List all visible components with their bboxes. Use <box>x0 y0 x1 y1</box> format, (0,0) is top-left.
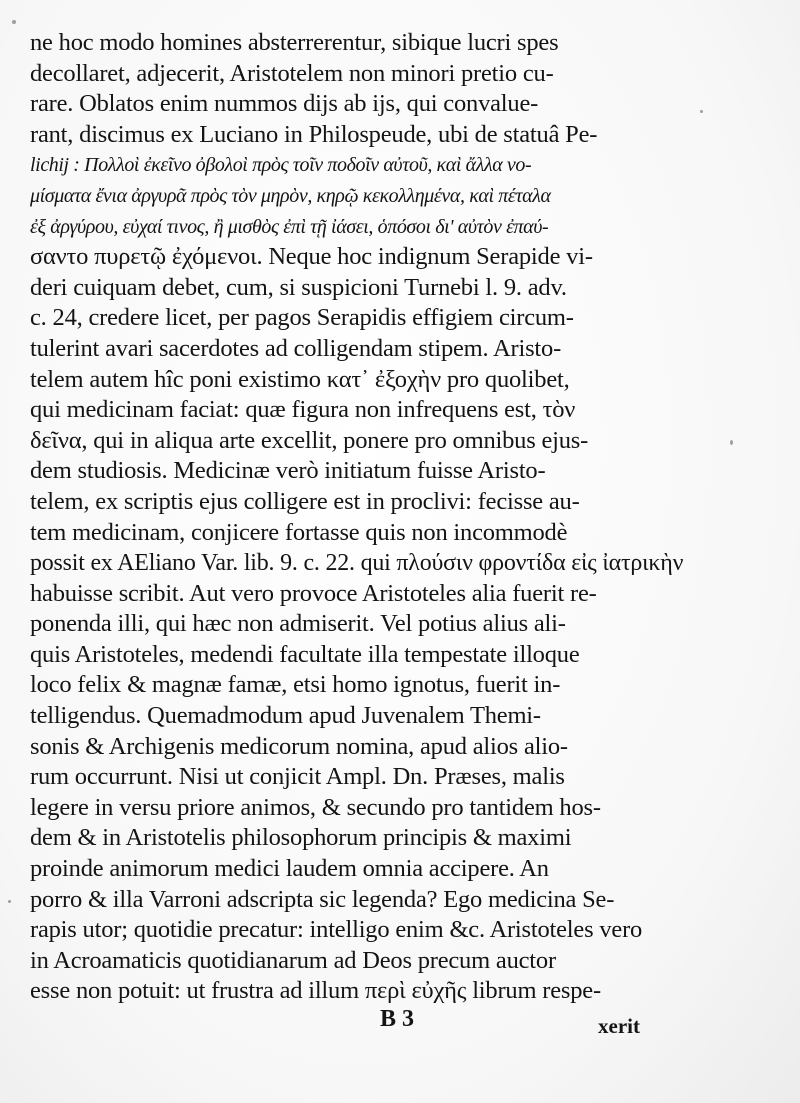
text-line: legere in versu priore animos, & secundo pro tantidem hos- <box>30 793 601 821</box>
text-line: in Acroamaticis quotidianarum ad Deos precum auctor <box>30 946 556 974</box>
print-speck <box>12 20 16 24</box>
text-line: habuisse scribit. Aut vero provoce Aristoteles alia fuerit re- <box>30 579 597 607</box>
text-line: telligendus. Quemadmodum apud Juvenalem Themi- <box>30 702 541 730</box>
text-line: dem studiosis. Medicinæ verò initiatum fuisse Aristo- <box>30 457 546 485</box>
text-line: loco felix & magnæ famæ, etsi homo ignotus, fuerit in- <box>30 671 561 699</box>
signature-mark: B 3 <box>380 1006 415 1032</box>
text-line: rapis utor; quotidie precatur: intelligo enim &c. Aristoteles vero <box>30 916 643 944</box>
text-line: porro & illa Varroni adscripta sic legenda? Ego medicina Se- <box>30 885 615 913</box>
text-line: lichij : Πολλοὶ ἐκεῖνο ὀβολοὶ πρὸς τοῖν ποδοῖν αὐτοῦ, καὶ ἄλλα νο- <box>30 154 532 177</box>
print-speck <box>730 440 733 445</box>
text-line: rant, discimus ex Luciano in Philospeude, ubi de statuâ Pe- <box>30 120 598 148</box>
text-line: quis Aristoteles, medendi facultate illa tempestate illoque <box>30 640 580 668</box>
text-line: qui medicinam faciat: quæ figura non infrequens est, τὸν <box>30 396 576 424</box>
text-line: telem, ex scriptis ejus colligere est in proclivi: fecisse au- <box>30 487 580 515</box>
text-block <box>30 28 690 1007</box>
text-line: rum occurrunt. Nisi ut conjicit Ampl. Dn. Præses, malis <box>30 763 565 791</box>
text-line: dem & in Aristotelis philosophorum principis & maximi <box>30 824 572 852</box>
text-line: decollaret, adjecerit, Aristotelem non minori pretio cu- <box>30 59 554 87</box>
text-line: tem medicinam, conjicere fortasse quis non incommodè <box>30 518 568 546</box>
text-line: ἐξ ἀργύρου, εὐχαί τινος, ἢ μισθὸς ἐπὶ τῇ ἰάσει, ὁπόσοι δι' αὐτὸν ἐπαύ- <box>30 215 549 238</box>
text-line: tulerint avari sacerdotes ad colligendam stipem. Aristo- <box>30 334 562 362</box>
text-line: c. 24, credere licet, per pagos Serapidis effigiem circum- <box>30 304 574 332</box>
text-line: rare. Oblatos enim nummos dijs ab ijs, qui convalue- <box>30 90 539 118</box>
text-line: sonis & Archigenis medicorum nomina, apud alios alio- <box>30 732 568 760</box>
text-line: deri cuiquam debet, cum, si suspicioni Turnebi l. 9. adv. <box>30 273 567 301</box>
text-line: possit ex AEliano Var. lib. 9. c. 22. qui πλούσιν φροντίδα εἰς ἰατρικὴν <box>30 550 684 577</box>
text-line: ponenda illi, qui hæc non admiserit. Vel potius alius ali- <box>30 610 566 638</box>
text-line: σαντο πυρετῷ ἐχόμενοι. Neque hoc indignum Serapide vi- <box>30 243 593 271</box>
text-line: ne hoc modo homines absterrerentur, sibique lucri spes <box>30 29 559 56</box>
text-line: proinde animorum medici laudem omnia accipere. An <box>30 855 549 883</box>
text-line: esse non potuit: ut frustra ad illum περὶ εὐχῆς librum respe- <box>30 977 601 1005</box>
text-line: δεῖνα, qui in aliqua arte excellit, ponere pro omnibus ejus- <box>30 426 589 454</box>
print-speck <box>700 110 703 113</box>
text-line: telem autem hîc poni existimo κατ᾽ ἐξοχὴν pro quolibet, <box>30 365 570 393</box>
text-line: μίσματα ἔνια ἀργυρᾶ πρὸς τὸν μηρὸν, κηρῷ κεκολλημένα, καὶ πέταλα <box>30 184 551 207</box>
catchword: xerit <box>598 1014 640 1038</box>
print-speck <box>8 900 11 903</box>
